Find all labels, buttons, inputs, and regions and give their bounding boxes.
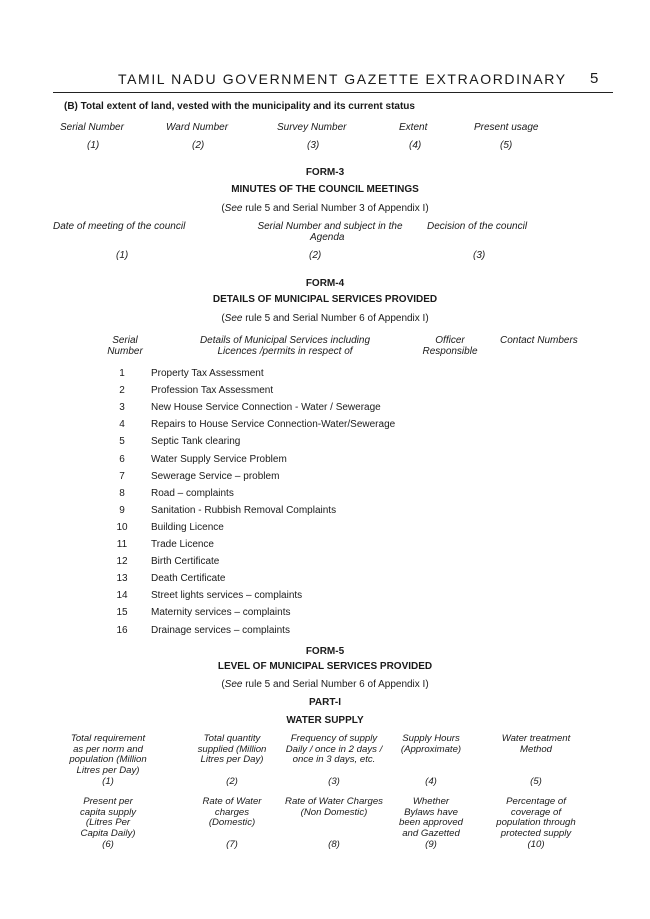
col-date-of-meeting: Date of meeting of the council [53, 221, 186, 232]
water-supply-b-column-header [56, 797, 160, 839]
col-line: Litres per Day) [76, 764, 140, 776]
water-supply-b-column-header [272, 797, 396, 818]
service-serial: 3 [119, 402, 125, 414]
col-line: capita supply [80, 806, 136, 818]
service-name: New House Service Connection - Water / Sewerage [151, 402, 381, 414]
ref-rest: rule 5 and Serial Number 6 of Appendix I) [242, 679, 429, 690]
form5-title: LEVEL OF MUNICIPAL SERVICES PROVIDED [217, 661, 433, 672]
gazette-header-title: TAMIL NADU GOVERNMENT GAZETTE EXTRAORDINARY [118, 71, 567, 87]
water-supply-b-column-number: (8) [328, 839, 340, 850]
service-name: Maternity services – complaints [151, 607, 291, 619]
water-supply-a-column-header [180, 734, 284, 766]
service-name: Trade Licence [151, 539, 214, 550]
service-serial: 16 [116, 624, 128, 636]
col-line: Responsible [422, 346, 478, 357]
form5-label: FORM-5 [305, 646, 345, 657]
service-name: Drainage services – complaints [151, 624, 290, 636]
col-line: Whether [412, 796, 450, 807]
col-serial-number: Serial Number [60, 122, 124, 133]
section-b-heading: (B) Total extent of land, vested with the municipality and its current status [64, 101, 415, 112]
service-row [107, 534, 214, 552]
service-row [107, 568, 225, 586]
col-ward-number: Ward Number [166, 122, 229, 133]
form5-part: PART-I [308, 697, 342, 708]
water-supply-a-column-header [484, 734, 588, 755]
service-serial: 1 [119, 368, 125, 379]
service-serial: 5 [119, 436, 125, 448]
form4-title: DETAILS OF MUNICIPAL SERVICES PROVIDED [212, 294, 438, 305]
service-serial: 6 [119, 453, 125, 465]
form3-reference [0, 203, 650, 214]
col-serial-subject [240, 221, 420, 243]
service-row [107, 517, 224, 535]
service-name: Road – complaints [151, 487, 234, 499]
service-row [107, 585, 302, 603]
col-line: as per norm and [73, 743, 143, 755]
water-supply-b-column-header [484, 797, 588, 839]
col-line: (Non Domestic) [300, 806, 368, 818]
col-line: Officer [435, 335, 465, 346]
service-serial: 15 [116, 607, 128, 619]
col-number: (3) [307, 140, 320, 151]
service-serial: 13 [116, 573, 128, 585]
water-supply-b-column-number: (6) [102, 839, 114, 850]
col-line: supplied (Million [197, 743, 267, 755]
col-number: (2) [192, 140, 205, 151]
water-supply-a-column-header [389, 734, 473, 755]
service-name: Street lights services – complaints [151, 590, 303, 602]
service-serial: 11 [116, 539, 128, 550]
col-service-details [180, 335, 390, 357]
service-row [107, 620, 290, 638]
ref-rest: rule 5 and Serial Number 6 of Appendix I) [242, 313, 429, 324]
col-line: been approved [398, 817, 463, 828]
water-supply-b-column-number: (7) [226, 839, 238, 850]
service-name: Sewerage Service – problem [151, 470, 280, 482]
col-line: Water treatment [501, 733, 571, 744]
water-supply-a-column-number: (5) [530, 776, 542, 787]
col-number: (3) [473, 250, 486, 261]
water-supply-b-column-header [389, 797, 473, 839]
col-line: coverage of [510, 806, 562, 818]
service-serial: 7 [119, 470, 125, 482]
form4-reference [0, 313, 650, 324]
water-supply-a-column-number: (2) [226, 776, 238, 787]
service-serial: 4 [119, 419, 125, 431]
col-line: Licences /permits in respect of [217, 346, 353, 357]
col-present-usage: Present usage [474, 122, 539, 133]
form3-label: FORM-3 [305, 167, 345, 178]
col-line: Total requirement [70, 733, 146, 744]
col-officer-responsible [412, 335, 488, 357]
col-line: (Litres Per [85, 817, 131, 828]
col-line: Method [520, 743, 552, 755]
col-line: Daily / once in 2 days / [285, 743, 383, 755]
water-supply-b-column-number: (10) [527, 839, 545, 850]
service-row [107, 397, 381, 415]
service-row [107, 551, 219, 569]
service-serial: 14 [116, 590, 128, 602]
col-line: Capita Daily) [80, 827, 136, 839]
col-line: population through [496, 817, 576, 828]
ref-see: See [224, 203, 243, 214]
col-line: Agenda [310, 232, 345, 243]
ref-rest: rule 5 and Serial Number 3 of Appendix I) [242, 203, 429, 214]
col-line: Details of Municipal Services including [199, 335, 371, 346]
col-number: (2) [309, 250, 322, 261]
col-line: Frequency of supply [290, 733, 378, 744]
service-row [107, 466, 279, 484]
service-row [107, 449, 287, 467]
col-serial-number [100, 335, 150, 357]
form4-label: FORM-4 [305, 278, 345, 289]
service-serial: 10 [116, 521, 128, 533]
col-line: protected supply [500, 827, 572, 839]
col-line: population (Million [69, 754, 147, 765]
water-supply-a-column-number: (4) [425, 776, 437, 787]
col-line: Rate of Water [202, 796, 262, 807]
water-supply-a-column-header [272, 734, 396, 766]
service-serial: 2 [119, 385, 125, 397]
col-line: Rate of Water Charges [285, 796, 383, 807]
col-number: (1) [87, 140, 100, 151]
col-survey-number: Survey Number [277, 122, 347, 133]
water-supply-b-column-header [180, 797, 284, 829]
service-row [107, 414, 395, 432]
col-number: (5) [500, 140, 513, 151]
col-line: (Approximate) [400, 743, 462, 755]
col-line: Present per [83, 796, 133, 807]
form5-subtitle: WATER SUPPLY [286, 715, 364, 726]
water-supply-a-column-header [56, 734, 160, 776]
col-contact-numbers: Contact Numbers [500, 335, 578, 346]
water-supply-a-column-number: (3) [328, 776, 340, 787]
col-line: Supply Hours [402, 733, 460, 744]
service-row [107, 431, 240, 449]
form5-reference [0, 679, 650, 690]
service-name: Septic Tank clearing [151, 436, 241, 448]
water-supply-a-column-number: (1) [102, 776, 114, 787]
service-name: Death Certificate [151, 573, 226, 585]
ref-see: See [224, 679, 243, 690]
col-extent: Extent [399, 122, 428, 133]
col-line: Total quantity [203, 733, 261, 744]
col-line: once in 3 days, etc. [292, 754, 376, 765]
service-name: Water Supply Service Problem [151, 453, 287, 465]
service-name: Birth Certificate [151, 556, 220, 568]
water-supply-b-column-number: (9) [425, 839, 437, 850]
header-rule [53, 92, 613, 93]
ref-open: ( [221, 679, 225, 690]
col-line: and Gazetted [402, 827, 460, 839]
service-row [107, 602, 291, 620]
col-line: Number [107, 346, 143, 357]
service-serial: 9 [119, 504, 125, 516]
service-row [107, 380, 273, 398]
ref-open: ( [221, 203, 225, 214]
col-line: Litres per Day) [200, 754, 264, 765]
service-row [107, 363, 264, 381]
service-name: Repairs to House Service Connection-Water/Sewerage [151, 419, 396, 431]
col-line: charges [214, 806, 250, 818]
col-line: Serial [112, 335, 138, 346]
ref-see: See [224, 313, 243, 324]
service-name: Profession Tax Assessment [151, 385, 274, 397]
col-number: (4) [409, 140, 422, 151]
service-name: Property Tax Assessment [151, 368, 264, 379]
col-line: (Domestic) [208, 817, 256, 828]
col-number: (1) [116, 250, 129, 261]
service-row [107, 483, 234, 501]
service-row [107, 500, 336, 518]
form3-title: MINUTES OF THE COUNCIL MEETINGS [231, 184, 419, 195]
col-line: Serial Number and subject in the [257, 221, 403, 232]
service-name: Building Licence [151, 521, 224, 533]
col-line: Bylaws have [404, 806, 458, 818]
service-serial: 8 [119, 487, 125, 499]
col-line: Percentage of [506, 796, 566, 807]
service-serial: 12 [116, 556, 128, 568]
service-name: Sanitation - Rubbish Removal Complaints [151, 504, 337, 516]
col-decision: Decision of the council [427, 221, 528, 232]
page-number: 5 [590, 70, 599, 87]
ref-open: ( [221, 313, 225, 324]
